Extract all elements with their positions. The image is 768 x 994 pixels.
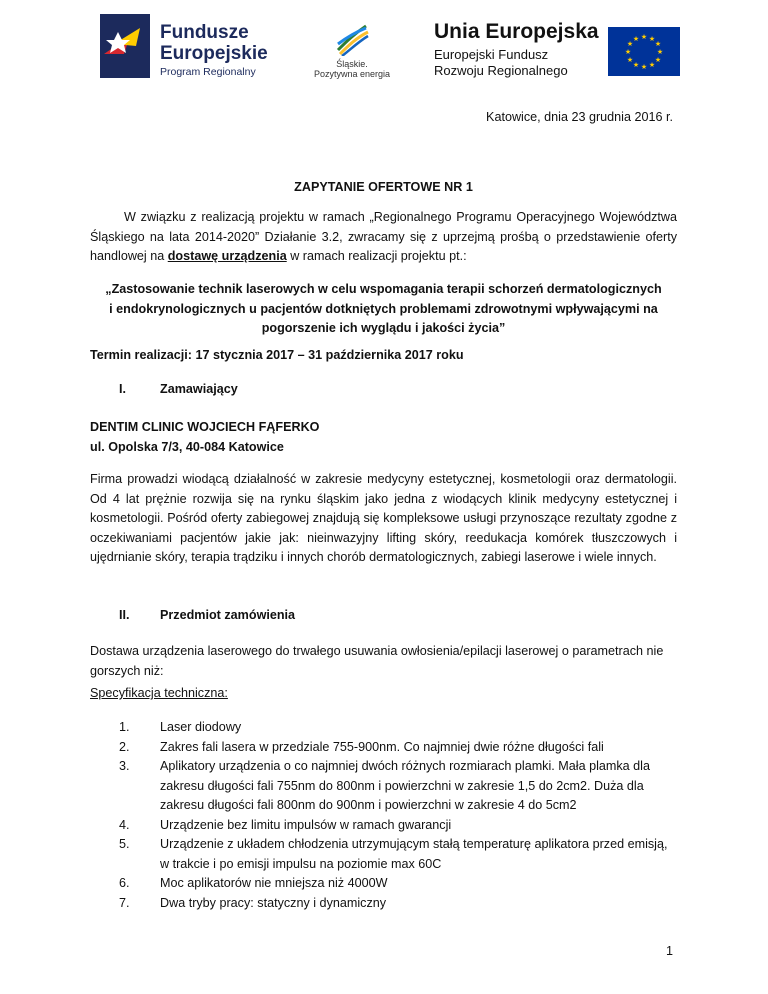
intro-part1: W związku z realizacją projektu w ramach „Regionalnego Programu Operacyjnego Województwa Śląskiego na lata 2014-2020” Działanie 3.2, zwracamy się z uprzejmą prośbą o przedstawienie oferty handlowej na bbox=[90, 210, 677, 263]
slaskie-text bbox=[310, 59, 394, 79]
svg-text:★: ★ bbox=[648, 35, 656, 43]
eu-flag-icon bbox=[608, 27, 680, 76]
list-item-text: Zakres fali lasera w przedziale 755-900nm. Co najmniej dwie różne długości fali bbox=[160, 739, 604, 754]
deadline: Termin realizacji: 17 stycznia 2017 – 31 października 2017 roku bbox=[90, 348, 464, 362]
fe-sub: Program Regionalny bbox=[160, 66, 256, 78]
list-item bbox=[0, 757, 768, 816]
spec-heading: Specyfikacja techniczna: bbox=[90, 686, 228, 700]
list-item bbox=[0, 738, 768, 758]
page-title: ZAPYTANIE OFERTOWE NR 1 bbox=[294, 180, 473, 194]
list-item bbox=[0, 894, 768, 914]
svg-text:★: ★ bbox=[654, 40, 662, 48]
logo-bar bbox=[0, 0, 768, 90]
svg-text:★: ★ bbox=[626, 40, 634, 48]
company-description: Firma prowadzi wiodącą działalność w zakresie medycyny estetycznej, kosmetologii oraz dermatologii. Od 4 lat prężnie rozwija się na rynku śląskim jako jedna z wiodących klinik medycyny estetycznej i kosmetologii. Pośród oferty zabiegowej znajdują się kompleksowe usługi przynoszące rezultaty zgodne z oczekiwaniami pacjentów jakie jak: nieinwazyjny lifting skóry, reedukacja komórek tłuszczowych i ujędrnianie skóry, terapia trądziku i innych chorób dermatologicznych, zabiegi laserowe i wiele innych. bbox=[90, 472, 677, 564]
list-item-number: 4. bbox=[119, 817, 130, 832]
svg-text:★: ★ bbox=[632, 61, 640, 69]
intro-part2: w ramach realizacji projektu pt.: bbox=[286, 249, 467, 263]
sl-line1: Śląskie. bbox=[336, 59, 368, 69]
project-title-line1: „Zastosowanie technik laserowych w celu wspomagania terapii schorzeń dermatologicznych bbox=[105, 282, 662, 296]
ue-sub1: Europejski Fundusz bbox=[434, 47, 549, 62]
list-item-text: Dwa tryby pracy: statyczny i dynamiczny bbox=[160, 895, 387, 910]
company-block bbox=[90, 418, 319, 457]
list-item-number: 2. bbox=[119, 739, 130, 754]
section1-number: I. bbox=[119, 382, 126, 396]
fundusze-europejskie-text bbox=[160, 22, 268, 78]
svg-text:★: ★ bbox=[640, 63, 648, 71]
unia-europejska-text bbox=[434, 20, 599, 79]
page-number: 1 bbox=[665, 944, 673, 958]
project-title-line3: pogorszenie ich wyglądu i jakości życia” bbox=[261, 321, 506, 335]
ue-sub2: Rozwoju Regionalnego bbox=[434, 63, 568, 78]
ue-title: Unia Europejska bbox=[434, 20, 599, 43]
order-description: Dostawa urządzenia laserowego do trwałego usuwania owłosienia/epilacji laserowej o parametrach nie gorszych niż: bbox=[90, 644, 664, 678]
date-line: Katowice, dnia 23 grudnia 2016 r. bbox=[486, 110, 673, 124]
slaskie-emblem bbox=[334, 22, 370, 56]
svg-text:★: ★ bbox=[656, 48, 664, 56]
fe-line2: Europejskie bbox=[160, 43, 268, 64]
company-name: DENTIM CLINIC WOJCIECH FĄFERKO bbox=[90, 420, 320, 434]
list-item-text: Urządzenie z układem chłodzenia utrzymującym stałą temperaturę aplikatora przed emisją, w trakcie i po emisji impulsu na poziomie max 60C bbox=[160, 837, 668, 871]
list-item-number: 6. bbox=[119, 876, 130, 890]
section1-title: Zamawiający bbox=[160, 382, 238, 396]
list-item bbox=[0, 718, 768, 738]
spec-list bbox=[0, 718, 768, 913]
list-item-text: Laser diodowy bbox=[160, 720, 242, 734]
fundusze-europejskie-emblem bbox=[100, 14, 150, 78]
list-item-number: 7. bbox=[119, 895, 130, 910]
list-item-number: 3. bbox=[119, 759, 130, 773]
sl-line2: Pozytywna energia bbox=[313, 69, 391, 79]
project-title bbox=[90, 280, 677, 339]
list-item-text: Aplikatory urządzenia o co najmniej dwóch różnych rozmiarach plamki. Mała plamka dla zakresu długości fali 755nm do 800nm i powierzchni w zakresie 1,5 do 2cm2. Duża dla zakresu długości fali 800nm do 900nm i powierzchni w zakresie 4 do 5cm2 bbox=[160, 759, 650, 812]
list-item-number: 5. bbox=[119, 837, 130, 851]
fe-line1: Fundusze bbox=[160, 22, 249, 43]
section2-number: II. bbox=[119, 608, 130, 622]
list-item bbox=[0, 835, 768, 874]
svg-text:★: ★ bbox=[626, 56, 634, 64]
svg-text:★: ★ bbox=[640, 33, 648, 41]
list-item-number: 1. bbox=[119, 720, 130, 734]
list-item-text: Moc aplikatorów nie mniejsza niż 4000W bbox=[160, 876, 388, 890]
section2-title: Przedmiot zamówienia bbox=[160, 608, 296, 622]
svg-text:★: ★ bbox=[648, 61, 656, 69]
list-item bbox=[0, 874, 768, 894]
svg-text:★: ★ bbox=[624, 48, 632, 56]
intro-emphasis: dostawę urządzenia bbox=[167, 249, 287, 263]
list-item bbox=[0, 816, 768, 836]
svg-text:★: ★ bbox=[654, 56, 662, 64]
intro-paragraph bbox=[90, 208, 677, 267]
list-item-text: Urządzenie bez limitu impulsów w ramach gwarancji bbox=[160, 817, 452, 832]
project-title-line2: i endokrynologicznych u pacjentów dotkniętych problemami zdrowotnymi wpływającymi na bbox=[109, 301, 658, 316]
company-address: ul. Opolska 7/3, 40-084 Katowice bbox=[90, 439, 284, 454]
svg-text:★: ★ bbox=[632, 35, 640, 43]
